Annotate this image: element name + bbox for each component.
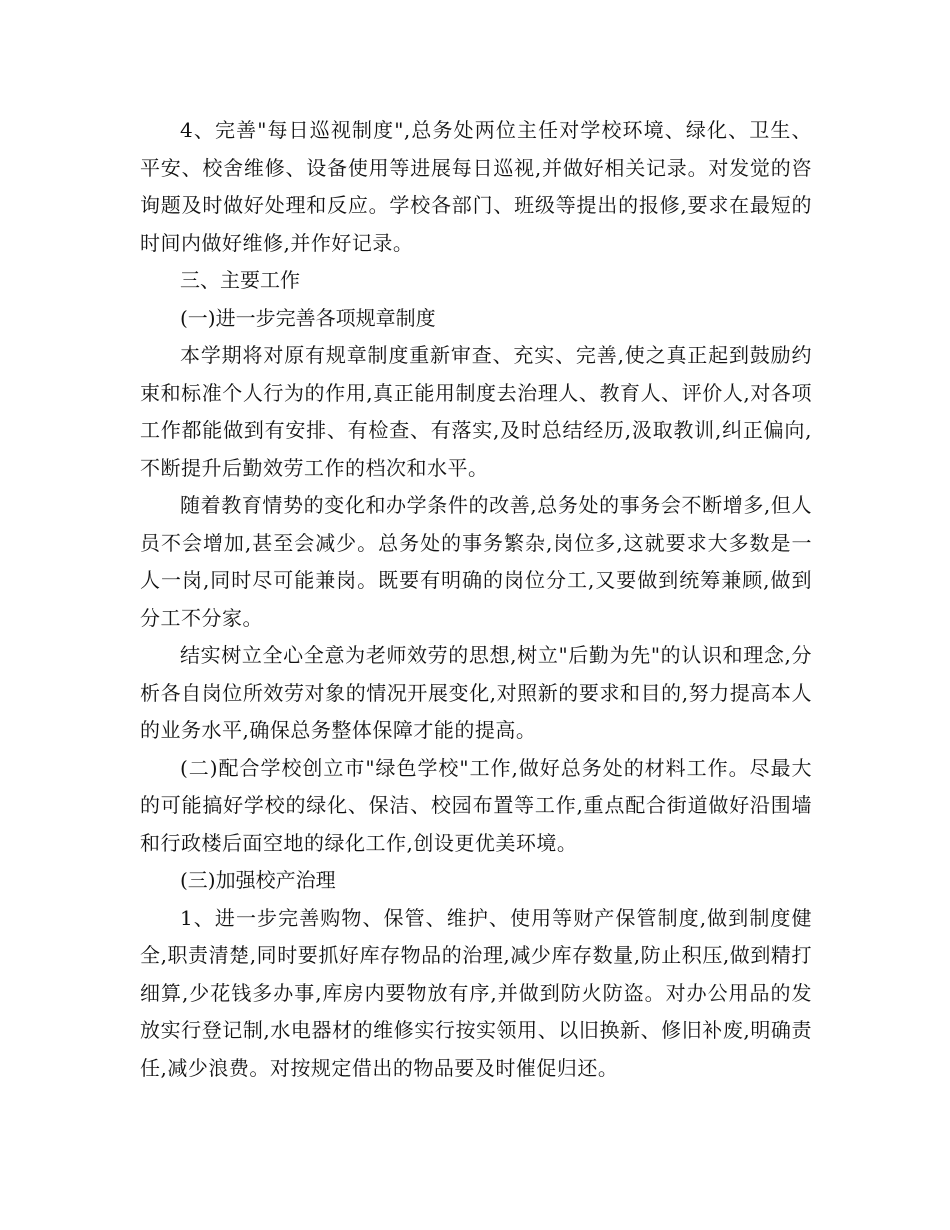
section-heading-main-work: 三、主要工作 <box>180 268 300 292</box>
paragraph-staffing: 随着教育情势的变化和办学条件的改善,总务处的事务会不断增多,但人员不会增加,甚至会减少。总务处的事务繁杂,岗位多,这就要求大多数是一人一岗,同时尽可能兼岗。既要有明确的岗位分工,又要做到统筹兼顾,做到分工不分家。 <box>140 493 812 630</box>
subheading-asset-management: (三)加强校产治理 <box>180 868 336 892</box>
paragraph-green-school: (二)配合学校创立市"绿色学校"工作,做好总务处的材料工作。尽最大的可能搞好学校的绿化、保洁、校园布置等工作,重点配合街道做好沿围墙和行政楼后面空地的绿化工作,创设更优美环境。 <box>140 755 812 855</box>
subheading-rules: (一)进一步完善各项规章制度 <box>180 305 436 330</box>
paragraph-rules-review: 本学期将对原有规章制度重新审查、充实、完善,使之真正起到鼓励约束和标准个人行为的作用,真正能用制度去治理人、教育人、评价人,对各项工作都能做到有安排、有检查、有落实,及时总结经历,汲取教训,纠正偏向,不断提升后勤效劳工作的档次和水平。 <box>140 343 812 480</box>
paragraph-inspection-system: 4、完善"每日巡视制度",总务处两位主任对学校环境、绿化、卫生、平安、校舍维修、设备使用等进展每日巡视,并做好相关记录。对发觉的咨询题及时做好处理和反应。学校各部门、班级等提出的报修,要求在最短的时间内做好维修,并作好记录。 <box>140 118 812 255</box>
document-page <box>140 112 812 1087</box>
paragraph-service-attitude: 结实树立全心全意为老师效劳的思想,树立"后勤为先"的认识和理念,分析各自岗位所效劳对象的情况开展变化,对照新的要求和目的,努力提高本人的业务水平,确保总务整体保障才能的提高。 <box>140 643 812 742</box>
paragraph-asset-rules: 1、进一步完善购物、保管、维护、使用等财产保管制度,做到制度健全,职责清楚,同时要抓好库存物品的治理,减少库存数量,防止积压,做到精打细算,少花钱多办事,库房内要物放有序,并做到防火防盗。对办公用品的发放实行登记制,水电器材的维修实行按实领用、以旧换新、修旧补废,明确责任,减少浪费。对按规定借出的物品要及时催促归还。 <box>140 905 812 1080</box>
